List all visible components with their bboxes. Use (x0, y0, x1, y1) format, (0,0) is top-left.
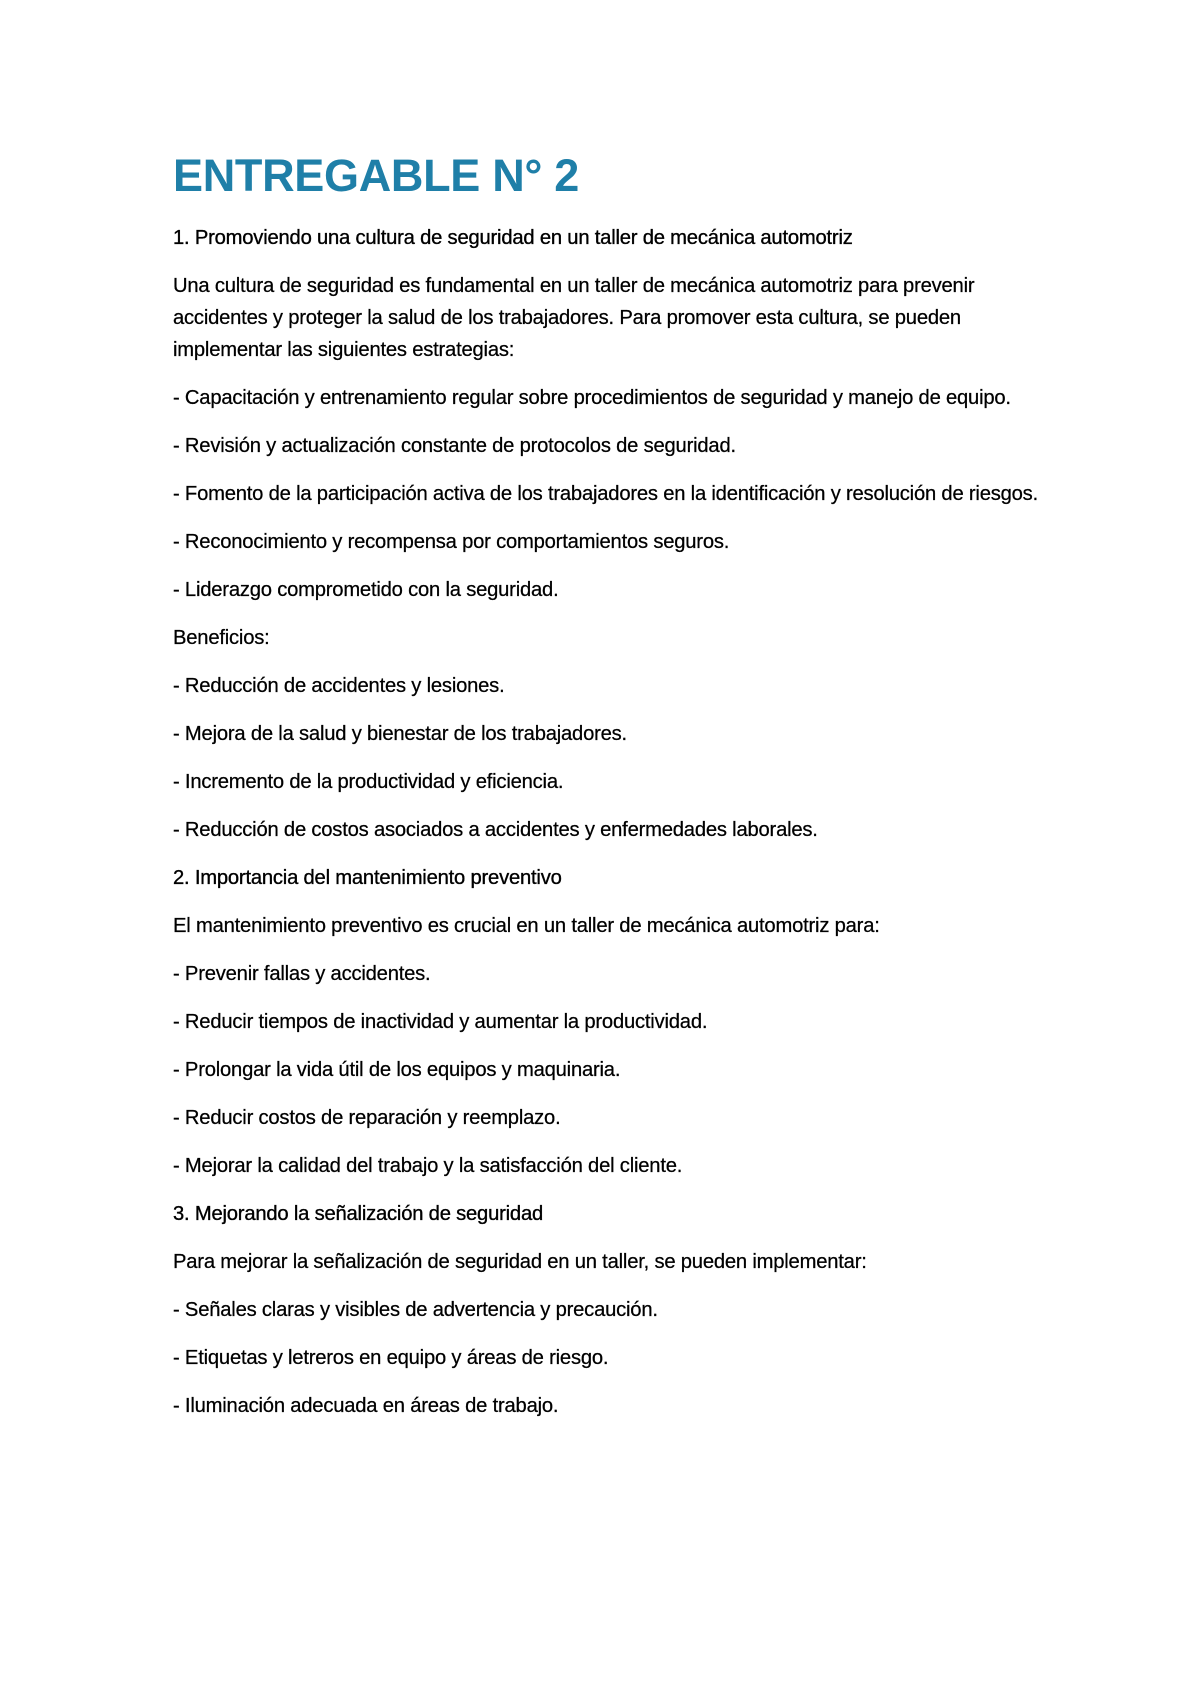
signage-item: - Señales claras y visibles de advertencia y precaución. (173, 1299, 658, 1321)
maintenance-item: - Prolongar la vida útil de los equipos y maquinaria. (173, 1059, 621, 1081)
section-1-heading: 1. Promoviendo una cultura de seguridad en un taller de mecánica automotriz (173, 227, 853, 249)
section-1-intro: Una cultura de seguridad es fundamental en un taller de mecánica automotriz para prevenir accidentes y proteger la salud de los trabajadores. Para promover esta cultura, se pueden implementar las siguientes estrategias: (173, 275, 975, 361)
maintenance-item: - Reducir tiempos de inactividad y aumentar la productividad. (173, 1011, 708, 1033)
benefit-item: - Incremento de la productividad y eficiencia. (173, 771, 564, 793)
maintenance-item: - Prevenir fallas y accidentes. (173, 963, 431, 985)
section-3-heading: 3. Mejorando la señalización de seguridad (173, 1203, 544, 1225)
benefit-item: - Reducción de accidentes y lesiones. (173, 675, 505, 697)
strategy-item: - Revisión y actualización constante de protocolos de seguridad. (173, 435, 736, 457)
benefits-label: Beneficios: (173, 627, 270, 649)
strategy-item: - Reconocimiento y recompensa por comportamientos seguros. (173, 531, 730, 553)
document-title: ENTREGABLE N° 2 (173, 150, 580, 201)
strategy-item: - Liderazgo comprometido con la seguridad. (173, 579, 559, 601)
document-page (173, 148, 1053, 1438)
strategy-item: - Fomento de la participación activa de los trabajadores en la identificación y resolución de riesgos. (173, 483, 1038, 505)
maintenance-item: - Reducir costos de reparación y reemplazo. (173, 1107, 561, 1129)
signage-item: - Etiquetas y letreros en equipo y áreas de riesgo. (173, 1347, 609, 1369)
signage-item: - Iluminación adecuada en áreas de trabajo. (173, 1395, 559, 1417)
strategy-item: - Capacitación y entrenamiento regular sobre procedimientos de seguridad y manejo de equipo. (173, 387, 1011, 409)
section-3-intro: Para mejorar la señalización de seguridad en un taller, se pueden implementar: (173, 1251, 867, 1273)
section-2-intro: El mantenimiento preventivo es crucial en un taller de mecánica automotriz para: (173, 915, 880, 937)
maintenance-item: - Mejorar la calidad del trabajo y la satisfacción del cliente. (173, 1155, 683, 1177)
section-2-heading: 2. Importancia del mantenimiento preventivo (173, 867, 562, 889)
benefit-item: - Mejora de la salud y bienestar de los trabajadores. (173, 723, 627, 745)
benefit-item: - Reducción de costos asociados a accidentes y enfermedades laborales. (173, 819, 818, 841)
